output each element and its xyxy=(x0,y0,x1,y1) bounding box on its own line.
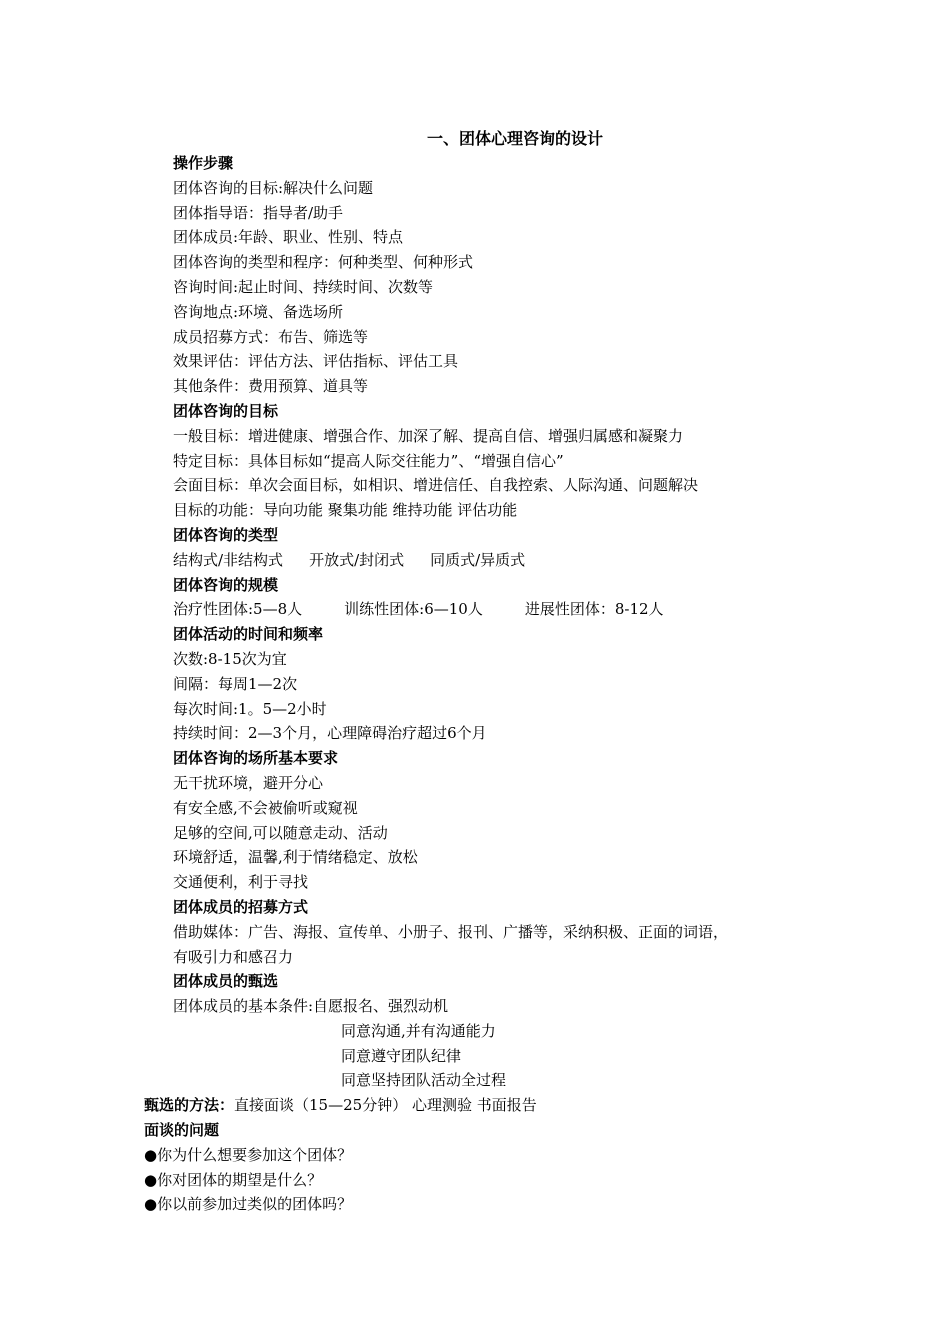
types-row xyxy=(173,548,853,573)
time-heading: 团体活动的时间和频率 xyxy=(173,625,324,644)
step-item: 团体指导语：指导者/助手 xyxy=(173,203,344,222)
step-item: 团体成员:年龄、职业、性别、特点 xyxy=(173,228,404,247)
scale-item: 进展性团体：8-12人 xyxy=(524,600,664,619)
step-item: 团体咨询的目标:解决什么问题 xyxy=(173,178,374,197)
step-item: 团体咨询的类型和程序：何种类型、何种形式 xyxy=(173,253,474,272)
recruit-text: 借助媒体：广告、海报、宣传单、小册子、报刊、广播等，采纳积极、正面的词语， xyxy=(173,922,729,941)
scale-row xyxy=(173,597,853,622)
type-item: 结构式/非结构式 xyxy=(173,550,284,569)
time-item: 间隔：每周1—2次 xyxy=(173,674,298,693)
select-heading: 团体成员的甄选 xyxy=(173,972,279,991)
goal-item: 会面目标：单次会面目标，如相识、增进信任、自我控索、人际沟通、问题解决 xyxy=(173,476,699,495)
step-item: 其他条件：费用预算、道具等 xyxy=(173,377,369,396)
interview-question: ●你为什么想要参加这个团体？ xyxy=(144,1145,353,1164)
goal-item: 目标的功能：导向功能 聚集功能 维持功能 评估功能 xyxy=(173,501,518,520)
select-condition: 同意沟通,并有沟通能力 xyxy=(341,1021,496,1040)
step-item: 咨询时间:起止时间、持续时间、次数等 xyxy=(173,277,434,296)
recruit-heading: 团体成员的招募方式 xyxy=(173,897,309,916)
goal-item: 一般目标：增进健康、增强合作、加深了解、提高自信、增强归属感和凝聚力 xyxy=(173,426,684,445)
interview-question: ●你对团体的期望是什么？ xyxy=(144,1170,323,1189)
time-item: 次数:8-15次为宜 xyxy=(173,649,287,668)
interview-heading: 面谈的问题 xyxy=(144,1121,220,1140)
scale-item: 训练性团体:6—10人 xyxy=(344,600,483,619)
venue-heading: 团体咨询的场所基本要求 xyxy=(173,749,339,768)
goals-heading: 团体咨询的目标 xyxy=(173,401,279,420)
step-item: 成员招募方式：布告、筛选等 xyxy=(173,327,369,346)
time-item: 持续时间：2—3个月，心理障碍治疗超过6个月 xyxy=(173,724,487,743)
select-condition: 同意坚持团队活动全过程 xyxy=(341,1071,507,1090)
scale-heading: 团体咨询的规模 xyxy=(173,575,279,594)
goal-item: 特定目标：具体目标如“提高人际交往能力”、“增强自信心” xyxy=(173,451,564,470)
method-text: 直接面谈（15—25分钟） 心理测验 书面报告 xyxy=(234,1096,537,1115)
recruit-text: 有吸引力和感召力 xyxy=(173,947,294,966)
document-body xyxy=(144,151,853,1217)
method-row xyxy=(144,1093,853,1118)
venue-item: 无干扰环境，避开分心 xyxy=(173,773,324,792)
interview-question: ●你以前参加过类似的团体吗？ xyxy=(144,1195,353,1214)
method-label: 甄选的方法： xyxy=(144,1096,235,1115)
select-condition: 同意遵守团队纪律 xyxy=(341,1046,462,1065)
types-heading: 团体咨询的类型 xyxy=(173,525,279,544)
page-title: 一、团体心理咨询的设计 xyxy=(426,129,603,148)
step-item: 咨询地点:环境、备选场所 xyxy=(173,302,344,321)
steps-heading: 操作步骤 xyxy=(173,154,234,172)
step-item: 效果评估：评估方法、评估指标、评估工具 xyxy=(173,352,459,371)
venue-item: 足够的空间,可以随意走动、活动 xyxy=(173,823,388,842)
venue-item: 有安全感,不会被偷听或窥视 xyxy=(173,798,358,817)
venue-item: 交通便利，利于寻找 xyxy=(173,873,309,892)
type-item: 同质式/异质式 xyxy=(430,550,526,569)
scale-item: 治疗性团体:5—8人 xyxy=(173,600,303,619)
venue-item: 环境舒适，温馨,利于情绪稳定、放松 xyxy=(173,848,418,867)
select-condition: 团体成员的基本条件:自愿报名、强烈动机 xyxy=(173,997,449,1016)
time-item: 每次时间:1。5—2小时 xyxy=(173,699,327,718)
type-item: 开放式/封闭式 xyxy=(309,550,405,569)
